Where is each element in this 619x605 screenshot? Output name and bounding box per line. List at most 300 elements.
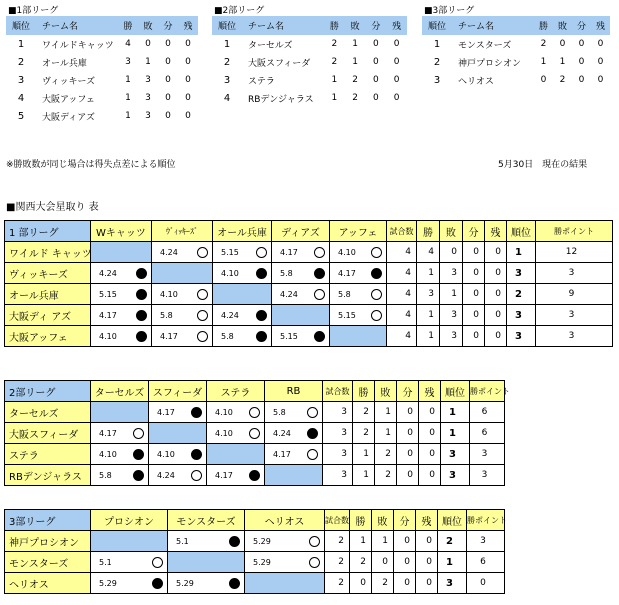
match-result-cell [213,242,272,263]
grid-row-team: ターセルズ [5,402,91,423]
standings-team-cell: RBデンジャラス [248,94,314,105]
standings-header-cell: 敗 [138,16,158,35]
grid-stat-cell: 3 [536,263,613,284]
grid-stat-cell: 1 [440,284,463,305]
grid-corner-label: 1 部リーグ [5,221,91,242]
grid-stat-head: 残 [419,381,441,402]
league3-standings-title: ■3部リーグ [424,6,475,16]
grid-stat-cell: 0 [419,444,441,465]
grid-stat-cell: 3 [507,263,536,284]
match-result-cell [272,242,330,263]
match-result-wrap [91,428,148,439]
grid-row-team: RBデンジャラス [5,465,91,486]
match-result-cell [330,263,387,284]
match-date: 5.8 [221,331,234,341]
standings-d-cell: 0 [578,39,585,49]
standings-d-cell: 0 [373,93,379,103]
grid-stat-cell: 1 [375,423,397,444]
match-result-wrap [272,268,329,279]
grid-stat-cell: 1 [507,242,536,263]
match-result-wrap [152,289,212,300]
grid-stat-cell: 2 [438,531,467,552]
match-result-wrap [168,536,244,547]
table-row [6,107,198,125]
standings-w-cell: 1 [125,93,131,103]
match-date: 4.10 [99,449,117,459]
match-date: 5.1 [176,536,189,546]
loss-circle-icon [307,428,318,439]
grid-stat-cell: 0 [485,263,507,284]
win-circle-icon [133,428,144,439]
standings-header-cell: 分 [572,16,591,35]
standings-header-cell: 残 [386,16,407,35]
standings-d-cell: 0 [165,93,171,103]
league1-standings-table [6,16,198,125]
standings-rank-cell: 4 [17,92,25,104]
grid-header-row [5,221,613,242]
grid-stat-cell: 2 [353,402,375,423]
standings-r-cell: 0 [597,75,604,85]
standings-rank-cell: 3 [433,74,441,86]
match-result-wrap [265,407,322,418]
match-date: 5.15 [280,331,298,341]
table-row [6,89,198,107]
standings-w-cell: 4 [125,39,131,49]
grid-column-head: ディアズ [272,221,330,242]
grid-stat-cell: 0 [485,284,507,305]
standings-team-cell: 大阪アッフェ [42,94,95,105]
grid-stat-head: 試合数 [325,510,350,531]
table-row [5,444,505,465]
grid-stat-cell: 1 [353,465,375,486]
grid-stat-head: 分 [394,510,416,531]
match-result-cell [91,552,168,573]
standings-l-cell: 2 [352,93,358,103]
match-result-wrap [152,331,212,342]
standings-header-row [212,16,407,35]
match-date: 4.17 [273,449,291,459]
standings-d-cell: 0 [165,111,171,121]
grid-stat-cell: 3 [438,573,467,594]
grid-stat-head: 試合数 [387,221,417,242]
match-result-cell [330,305,387,326]
loss-circle-icon [314,268,325,279]
standings-r-cell: 0 [597,57,604,67]
match-date: 5.8 [280,268,293,278]
grid-stat-cell: 3 [470,465,505,486]
match-result-cell [207,465,265,486]
standings-rank-cell: 5 [17,110,25,122]
grid-stat-cell: 2 [353,423,375,444]
grid-column-head: ｳﾞｨｯｷｰｽﾞ [152,221,213,242]
match-date: 5.29 [253,557,271,567]
standings-w-cell: 2 [331,57,338,67]
grid-column-head: RB [265,381,323,402]
standings-l-cell: 3 [145,111,151,121]
standings-header-cell: 敗 [553,16,572,35]
standings-d-cell: 0 [373,39,379,49]
match-result-cell [207,423,265,444]
standings-l-cell: 1 [559,57,566,67]
match-date: 4.24 [273,428,291,438]
grid-stat-head: 敗 [440,221,463,242]
win-circle-icon [314,289,325,300]
match-result-cell [91,573,168,594]
match-result-wrap [213,331,271,342]
match-result-wrap [330,289,386,300]
grid-stat-cell: 3 [470,444,505,465]
match-result-cell [213,263,272,284]
match-result-wrap [91,268,151,279]
grid-stat-head: 敗 [372,510,394,531]
match-result-wrap [91,557,167,568]
win-circle-icon [256,247,267,258]
match-result-wrap [213,247,271,258]
match-date: 4.24 [160,247,178,257]
standings-r-cell: 0 [185,93,191,103]
loss-circle-icon [249,470,260,481]
loss-circle-icon [256,331,267,342]
win-circle-icon [152,557,163,568]
grid-stat-cell: 4 [387,305,417,326]
standings-rank-cell: 1 [17,38,25,50]
standings-header-cell: 残 [178,16,198,35]
standings-l-cell: 0 [145,39,151,49]
standings-l-cell: 1 [352,57,358,67]
grid-row-team: ステラ [5,444,91,465]
grid-stat-cell: 0 [463,305,485,326]
standings-header-cell: 分 [158,16,178,35]
standings-l-cell: 1 [145,57,151,67]
self-match-cell [272,305,330,326]
table-row [5,531,505,552]
match-result-cell [149,444,207,465]
grid-stat-head: 順位 [438,510,467,531]
win-circle-icon [191,470,202,481]
match-result-cell [213,326,272,347]
table-row [422,53,610,71]
grid-stat-cell: 6 [470,423,505,444]
grid-stat-cell: 0 [419,402,441,423]
match-date: 5.29 [253,536,271,546]
table-row [5,552,505,573]
match-result-wrap [272,331,329,342]
grid-row-team: ヴィッキーズ [5,263,91,284]
grid-stat-cell: 3 [323,465,353,486]
standings-w-cell: 1 [331,93,338,103]
match-date: 4.17 [338,268,356,278]
match-date: 4.10 [99,331,117,341]
grid-stat-cell: 2 [325,531,350,552]
grid-stat-cell: 0 [397,444,419,465]
grid-row-team: 神戸プロシオン [5,531,91,552]
loss-circle-icon [136,268,147,279]
loss-circle-icon [256,268,267,279]
match-date: 5.8 [338,289,351,299]
standings-header-row [422,16,610,35]
loss-circle-icon [191,449,202,460]
match-date: 4.10 [338,247,356,257]
grid-stat-cell: 0 [394,531,416,552]
grid-stat-cell: 3 [467,531,505,552]
grid-stat-head: 勝 [350,510,372,531]
standings-d-cell: 0 [373,57,379,67]
match-result-wrap [207,470,264,481]
standings-l-cell: 2 [352,75,358,85]
grid-stat-head: 勝ポイント [536,221,613,242]
standings-header-cell: チーム名 [452,16,534,35]
match-date: 4.10 [221,268,239,278]
grid-stat-cell: 6 [467,552,505,573]
match-result-cell [265,423,323,444]
self-match-cell [91,242,152,263]
match-result-cell [245,552,325,573]
grid-header-row [5,510,505,531]
match-result-cell [265,444,323,465]
grid-stat-cell: 0 [463,284,485,305]
standings-w-cell: 1 [540,57,547,67]
standings-r-cell: 0 [185,57,191,67]
self-match-cell [168,552,245,573]
grid-stat-cell: 3 [507,305,536,326]
match-result-wrap [91,470,148,481]
grid-stat-cell: 4 [417,242,440,263]
standings-d-cell: 0 [578,75,585,85]
grid-column-head: ステラ [207,381,265,402]
grid-stat-head: 勝 [353,381,375,402]
self-match-cell [213,284,272,305]
grid-stat-cell: 4 [387,284,417,305]
win-circle-icon [307,407,318,418]
match-date: 5.15 [221,247,239,257]
grid-stat-head: 敗 [375,381,397,402]
standings-rank-cell: 2 [433,56,441,68]
standings-team-cell: 大阪スフィーダ [248,58,311,69]
match-date: 4.17 [215,470,233,480]
match-result-cell [91,326,152,347]
standings-w-cell: 3 [125,57,131,67]
grid-stat-cell: 0 [485,242,507,263]
match-result-cell [149,402,207,423]
grid-stat-cell: 2 [325,552,350,573]
match-result-wrap [207,428,264,439]
match-result-cell [245,531,325,552]
standings-team-cell: ターセルズ [248,40,293,51]
loss-circle-icon [136,331,147,342]
grid-stat-cell: 0 [394,573,416,594]
win-circle-icon [309,557,320,568]
loss-circle-icon [136,310,147,321]
grid-stat-cell: 3 [323,402,353,423]
grid-stat-head: 勝ポイント [467,510,505,531]
table-row [5,326,613,347]
grid-stat-head: 試合数 [323,381,353,402]
match-result-cell [330,284,387,305]
grid-column-head: ヘリオス [245,510,325,531]
match-date: 5.29 [99,578,117,588]
standings-w-cell: 2 [540,39,547,49]
grid-stat-cell: 6 [470,402,505,423]
loss-circle-icon [136,289,147,300]
grid-column-head: アッフェ [330,221,387,242]
standings-team-cell: ヘリオス [458,76,494,87]
match-result-wrap [91,331,151,342]
grid-column-head: モンスターズ [168,510,245,531]
standings-d-cell: 0 [165,39,171,49]
match-date: 5.8 [99,470,112,480]
standings-r-cell: 0 [185,39,191,49]
grid-stat-cell: 0 [416,531,438,552]
grid-stat-cell: 3 [440,305,463,326]
standings-l-cell: 0 [559,39,566,49]
match-result-cell [330,242,387,263]
match-result-wrap [168,578,244,589]
grid-corner-label: 2部リーグ [5,381,91,402]
standings-team-cell: モンスターズ [458,40,512,51]
standings-w-cell: 2 [331,39,338,49]
grid-stat-cell: 0 [416,552,438,573]
win-circle-icon [197,289,208,300]
grid-stat-head: 残 [416,510,438,531]
win-circle-icon [309,536,320,547]
standings-r-cell: 0 [393,75,400,85]
loss-circle-icon [191,407,202,418]
win-circle-icon [371,247,382,258]
match-result-wrap [330,310,386,321]
match-result-cell [152,284,213,305]
grid-stat-cell: 0 [372,552,394,573]
grid-row-team: モンスターズ [5,552,91,573]
match-date: 4.17 [280,247,298,257]
match-result-wrap [149,449,206,460]
loss-circle-icon [371,268,382,279]
self-match-cell [91,402,149,423]
loss-circle-icon [229,578,240,589]
table-row [5,465,505,486]
grid-stat-cell: 1 [375,402,397,423]
grid-stat-cell: 2 [325,573,350,594]
standings-header-cell: 勝 [324,16,345,35]
match-result-cell [91,284,152,305]
standings-r-cell: 0 [393,93,400,103]
grid-stat-cell: 3 [323,444,353,465]
grid-stat-cell: 0 [485,326,507,347]
win-circle-icon [307,449,318,460]
win-circle-icon [249,428,260,439]
match-result-wrap [213,310,271,321]
match-result-wrap [149,470,206,481]
grid-stat-cell: 3 [441,465,470,486]
grid-stat-cell: 0 [463,263,485,284]
table-row [212,35,407,53]
win-circle-icon [197,310,208,321]
standings-r-cell: 0 [393,57,400,67]
table-row [5,263,613,284]
grid-stat-cell: 3 [441,444,470,465]
standings-r-cell: 0 [393,39,400,49]
standings-header-row [6,16,198,35]
match-result-wrap [245,536,324,547]
table-row [212,89,407,107]
standings-w-cell: 1 [125,75,131,85]
grid-stat-cell: 0 [397,423,419,444]
standings-team-cell: 大阪ディアズ [42,112,95,123]
grid-stat-cell: 0 [394,552,416,573]
match-result-wrap [265,428,322,439]
win-circle-icon [314,247,325,258]
match-result-wrap [265,449,322,460]
match-result-cell [152,305,213,326]
standings-rank-cell: 3 [17,74,25,86]
loss-circle-icon [314,331,325,342]
match-result-cell [168,531,245,552]
grid-stat-cell: 3 [536,305,613,326]
grid-stat-cell: 0 [463,242,485,263]
match-result-cell [272,284,330,305]
match-result-cell [91,465,149,486]
match-result-wrap [149,407,206,418]
win-circle-icon [249,407,260,418]
standings-header-cell: 敗 [345,16,366,35]
grid-column-head: Wキャッツ [91,221,152,242]
table-row [5,423,505,444]
standings-team-cell: ヴィッキーズ [42,76,96,87]
match-result-cell [149,465,207,486]
match-result-cell [91,263,152,284]
grid-stat-cell: 0 [463,326,485,347]
grid-column-head: オール兵庫 [213,221,272,242]
standings-header-cell: 分 [366,16,387,35]
table-row [422,35,610,53]
win-circle-icon [371,310,382,321]
match-date: 5.29 [176,578,194,588]
league1-standings-title: ■1部リーグ [8,6,59,16]
win-circle-icon [371,289,382,300]
grid-stat-head: 残 [485,221,507,242]
match-result-wrap [213,268,271,279]
loss-circle-icon [229,536,240,547]
match-result-cell [213,305,272,326]
match-result-cell [91,444,149,465]
grid-stat-cell: 0 [416,573,438,594]
loss-circle-icon [133,449,144,460]
grid-stat-cell: 4 [387,242,417,263]
grid-stat-head: 勝 [417,221,440,242]
grid-stat-cell: 1 [417,326,440,347]
self-match-cell [265,465,323,486]
league2-standings-table [212,16,407,107]
match-result-cell [272,263,330,284]
self-match-cell [149,423,207,444]
win-circle-icon [197,331,208,342]
grid-stat-cell: 1 [353,444,375,465]
match-result-wrap [330,268,386,279]
grid-column-head: プロシオン [91,510,168,531]
grid-stat-cell: 1 [417,263,440,284]
tiebreak-note: ※勝敗数が同じ場合は得失点差による順位 [6,160,176,170]
match-date: 5.15 [99,289,117,299]
grid-row-team: 大阪アッフェ [5,326,91,347]
match-date: 5.8 [273,407,286,417]
table-row [6,35,198,53]
grid-stat-cell: 4 [387,326,417,347]
grid-stat-head: 勝ポイント [470,381,505,402]
grid-stat-head: 分 [397,381,419,402]
standings-l-cell: 1 [352,39,358,49]
table-row [212,71,407,89]
match-result-wrap [91,578,167,589]
standings-d-cell: 0 [578,57,585,67]
